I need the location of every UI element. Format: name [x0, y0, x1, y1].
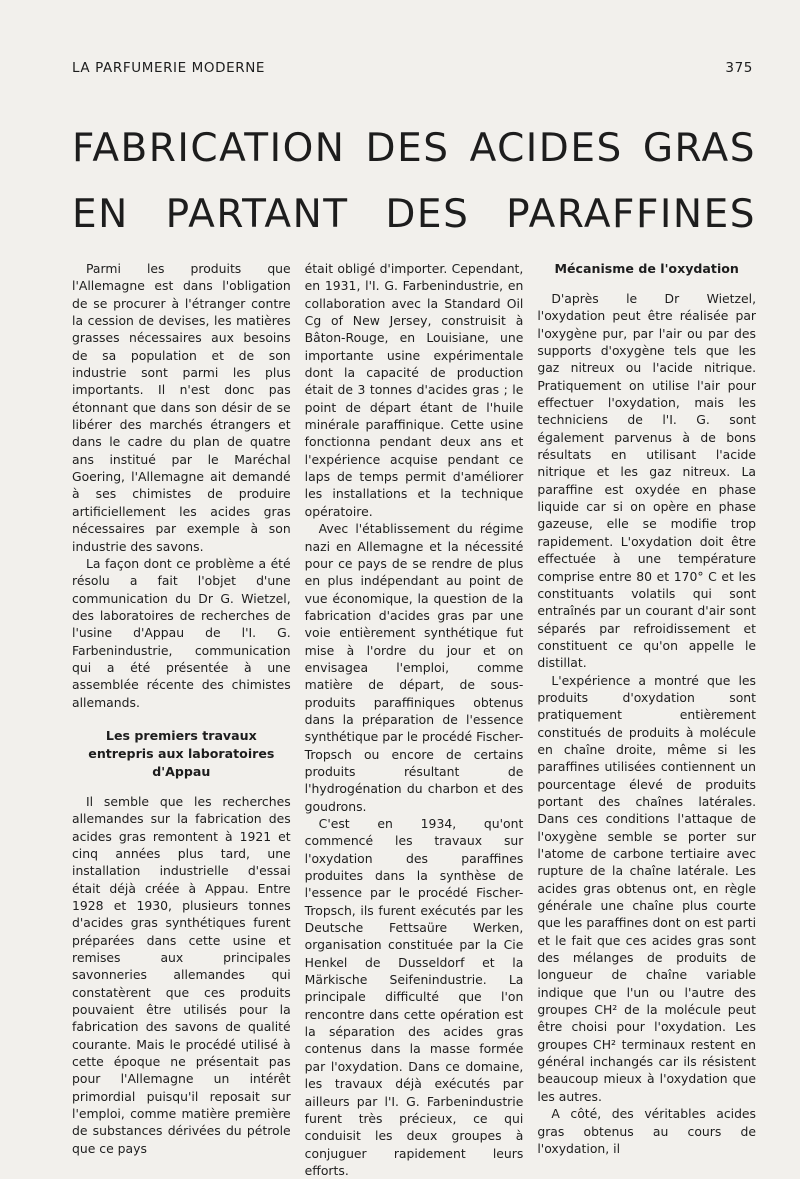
title-line-2: EN PARTANT DES PARAFFINES: [72, 192, 756, 237]
column-3: [537, 260, 757, 1156]
paragraph: Avec l'établissement du régime nazi en Allemagne et la nécessité pour ce pays de se rendre de plus en plus indépendant au point de vue économique, la question de la fabrication d'acides gras par une voie entièrement synthétique fut mise à l'ordre du jour et on envisagea l'emploi, comme matière de départ, de sous-produits paraffiniques obtenus dans la préparation de l'essence synthétique par le procédé Fischer-Tropsch ou encore de certains produits résultant de l'hydrogénation du charbon et des goudrons.: [304, 521, 524, 814]
paragraph: A côté, des véritables acides gras obtenus au cours de l'oxydation, il: [537, 1106, 757, 1156]
section-heading: Les premiers travaux entrepris aux laboratoires d'Appau: [88, 727, 275, 779]
article-title: [72, 116, 756, 248]
column-2: [304, 260, 524, 1178]
paragraph: L'expérience a montré que les produits d'oxydation sont pratiquement entièrement constitués de produits à molécule en chaîne droite, même si les paraffines utilisées contiennent un pourcentage élevé de produits portant des chaînes latérales. Dans ces conditions l'attaque de l'oxygène semble se porter sur l'atome de carbone tertiaire avec rupture de la chaîne latérale. Les acides gras obtenus ont, en règle générale une chaîne plus courte que les paraffines dont on est parti et le fait que ces acides gras sont des mélanges de produits de longueur de chaîne variable indique que l'un ou l'autre des groupes CH² de la molécule peut être choisi pour l'oxydation. Les groupes CH² terminaux restent en général inchangés car ils résistent beaucoup mieux à l'oxydation que les autres.: [537, 672, 757, 1104]
paragraph: Parmi les produits que l'Allemagne est dans l'obligation de se procurer à l'étranger contre la cession de devises, les matières grasses nécessaires aux besoins de sa population et de son industrie sont parmi les plus importants. Il n'est donc pas étonnant que dans son désir de se libérer des marchés étrangers et dans le cadre du plan de quatre ans institué par le Maréchal Goering, l'Allemagne ait demandé à ses chimistes de produire artificiellement les acides gras nécessaires par exemple à son industrie des savons.: [72, 261, 291, 554]
title-line-1: FABRICATION DES ACIDES GRAS: [72, 126, 756, 171]
column-1: [72, 260, 291, 1156]
paragraph: Il semble que les recherches allemandes sur la fabrication des acides gras remontent à 1921 et cinq années plus tard, une installation industrielle d'essai était déjà créée à Appau. Entre 1928 et 1930, plusieurs tonnes d'acides gras synthétiques furent préparées dans cette usine et remises aux principales savonneries allemandes qui constatèrent que ces produits pouvaient être utilisés pour la fabrication des savons de qualité courante. Mais le procédé utilisé à cette époque ne présentait pas pour l'Allemagne un intérêt primordial puisqu'il reposait sur l'emploi, comme matière première de substances dérivées du pétrole que ce pays: [72, 793, 291, 1156]
running-head: [72, 60, 753, 76]
journal-name: LA PARFUMERIE MODERNE: [72, 60, 266, 76]
paragraph: D'après le Dr Wietzel, l'oxydation peut être réalisée par l'oxygène pur, par l'air ou par des supports d'oxygène tels que les gaz nitreux ou l'acide nitrique. Pratiquement on utilise l'air pour effectuer l'oxydation, mais les techniciens de l'I. G. sont également parvenus à de bons résultats en utilisant l'acide nitrique et les gaz nitreux. La paraffine est oxydée en phase liquide car si on opère en phase gazeuse, elle se modifie trop rapidement. L'oxydation doit être effectuée à une température comprise entre 80 et 170° C et les constituants volatils qui sont entraînés par un courant d'air sont séparés par refroidissement et constituent ce qu'on appelle le distillat.: [537, 291, 757, 671]
paragraph: C'est en 1934, qu'ont commencé les travaux sur l'oxydation des paraffines produites dans la synthèse de l'essence par le procédé Fischer-Tropsch, ils furent exécutés par les Deutsche Fettsaüre Werken, organisation constituée par la Cie Henkel de Dusseldorf et la Märkische Seifenindustrie. La principale difficulté que l'on rencontre dans cette opération est la séparation des acides gras contenus dans la masse formée par l'oxydation. Dans ce domaine, les travaux déjà exécutés par ailleurs par l'I. G. Farbenindustrie furent très précieux, ce qui conduisit les deux groupes à conjuguer rapidement leurs efforts.: [304, 816, 524, 1178]
article-body: [72, 260, 757, 1178]
paragraph: La façon dont ce problème a été résolu a fait l'objet d'une communication du Dr G. Wietzel, des laboratoires de recherches de l'usine d'Appau de l'I. G. Farbenindustrie, communication qui a été présentée à une assemblée récente des chimistes allemands.: [72, 555, 291, 710]
section-heading: Mécanisme de l'oxydation: [554, 261, 739, 276]
page-number: 375: [725, 60, 753, 76]
paragraph: était obligé d'importer. Cependant, en 1931, l'I. G. Farbenindustrie, en collaboration avec la Standard Oil Cg of New Jersey, construisit à Bâton-Rouge, en Louisiane, une importante usine expérimentale dont la capacité de production était de 3 tonnes d'acides gras ; le point de départ étant de l'huile minérale paraffinique. Cette usine fonctionna pendant deux ans et l'expérience acquise pendant ce laps de temps permit d'améliorer les installations et la technique opératoire.: [304, 261, 524, 519]
